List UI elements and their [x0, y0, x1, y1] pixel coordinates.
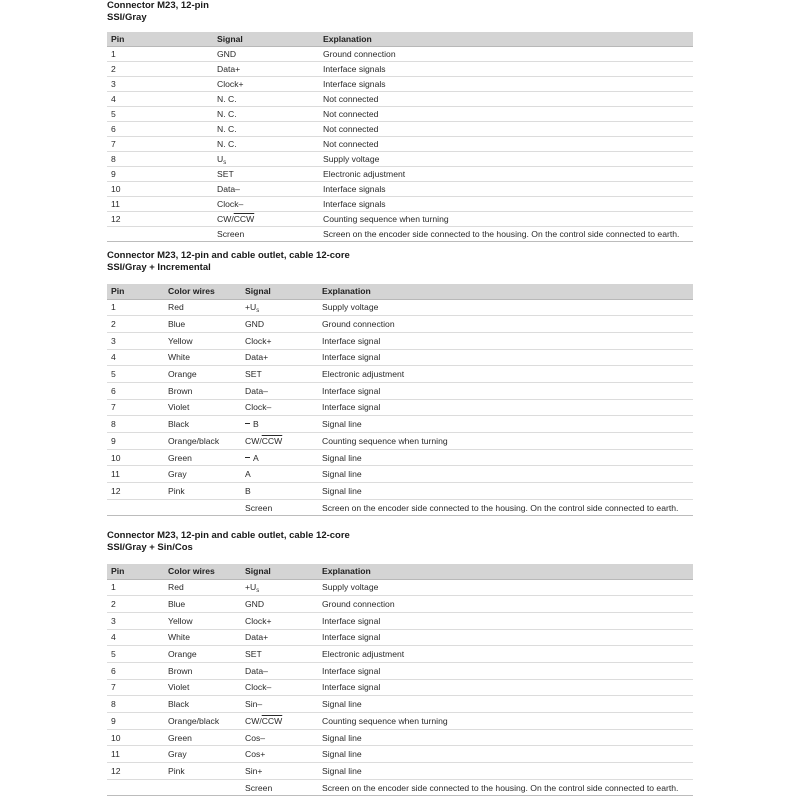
cell-signal: [241, 433, 318, 450]
cell-color: Blue: [164, 596, 241, 613]
signal-text: N. C.: [217, 93, 237, 104]
cell-pin: 8: [107, 151, 213, 166]
cell-pin: 5: [107, 646, 164, 663]
table-row: [107, 166, 693, 181]
cell-signal: [241, 696, 318, 713]
cell-signal: [213, 91, 319, 106]
cell-signal: [241, 466, 318, 483]
table-row: [107, 746, 693, 763]
signal-text: N. C.: [217, 108, 237, 119]
cell-signal: [213, 166, 319, 181]
signal-text: Data+: [245, 632, 269, 643]
cell-explanation: Not connected: [319, 121, 693, 136]
cell-signal: [241, 349, 318, 366]
cell-color: Violet: [164, 399, 241, 416]
cell-color: Orange/black: [164, 433, 241, 450]
cell-explanation: Interface signals: [319, 181, 693, 196]
signal-text: Data–: [217, 183, 240, 194]
pin-table: [107, 32, 693, 242]
signal-text: A: [253, 452, 259, 463]
signal-text: Sin–: [245, 699, 263, 710]
cell-signal: [241, 483, 318, 500]
section-ssi-gray: [107, 0, 693, 242]
cell-pin: 3: [107, 332, 164, 349]
cell-signal: [213, 196, 319, 211]
section-ssi-gray-sincos: [107, 530, 693, 796]
table-row: [107, 151, 693, 166]
cell-explanation: Signal line: [318, 763, 693, 780]
cell-pin: 1: [107, 579, 164, 596]
cell-signal: [213, 151, 319, 166]
cell-pin: 3: [107, 76, 213, 91]
cell-signal: [241, 763, 318, 780]
cell-color: [164, 499, 241, 516]
cell-signal: [241, 399, 318, 416]
cell-color: Orange: [164, 646, 241, 663]
cell-color: Yellow: [164, 332, 241, 349]
cell-explanation: Ground connection: [319, 46, 693, 61]
table-row: [107, 226, 693, 241]
cell-pin: 11: [107, 746, 164, 763]
cell-pin: 10: [107, 181, 213, 196]
cell-pin: 7: [107, 679, 164, 696]
signal-text: +U: [245, 302, 257, 313]
table-row: [107, 729, 693, 746]
cell-signal: [213, 226, 319, 241]
cell-explanation: Interface signal: [318, 662, 693, 679]
table-row: [107, 299, 693, 316]
cell-signal: [241, 713, 318, 730]
cell-pin: 8: [107, 416, 164, 433]
cell-pin: 1: [107, 299, 164, 316]
signal-subscript: s: [256, 308, 260, 315]
cell-signal: [241, 612, 318, 629]
cell-signal: [241, 499, 318, 516]
cell-color: Violet: [164, 679, 241, 696]
signal-text: GND: [245, 599, 265, 610]
cell-signal: [241, 746, 318, 763]
cell-color: Green: [164, 449, 241, 466]
section-subtitle: SSI/Gray: [107, 12, 147, 23]
cell-pin: 9: [107, 433, 164, 450]
cell-pin: 2: [107, 316, 164, 333]
cell-explanation: Electronic adjustment: [318, 366, 693, 383]
section-title: Connector M23, 12-pin: [107, 0, 209, 11]
cell-pin: 9: [107, 166, 213, 181]
cell-signal: [241, 629, 318, 646]
cell-pin: 11: [107, 466, 164, 483]
header-pin: Pin: [107, 32, 213, 46]
cell-color: Green: [164, 729, 241, 746]
cell-signal: [213, 211, 319, 226]
table-row: [107, 46, 693, 61]
cell-explanation: Signal line: [318, 449, 693, 466]
cell-pin: 9: [107, 713, 164, 730]
cell-pin: 6: [107, 121, 213, 136]
cell-pin: [107, 499, 164, 516]
signal-text: Data+: [245, 352, 269, 363]
table-row: [107, 61, 693, 76]
table-row: [107, 76, 693, 91]
cell-pin: 4: [107, 91, 213, 106]
signal-text: GND: [245, 319, 265, 330]
cell-explanation: Signal line: [318, 466, 693, 483]
table-row: [107, 596, 693, 613]
cell-color: Orange: [164, 366, 241, 383]
table-row: [107, 763, 693, 780]
signal-text: Data–: [245, 665, 268, 676]
cell-pin: 3: [107, 612, 164, 629]
cell-signal: [213, 61, 319, 76]
cell-signal: [241, 299, 318, 316]
cell-signal: [241, 382, 318, 399]
table-row: [107, 629, 693, 646]
signal-text: Data+: [217, 63, 241, 74]
cell-color: Gray: [164, 746, 241, 763]
cell-explanation: Supply voltage: [318, 579, 693, 596]
cell-signal: [213, 181, 319, 196]
cell-color: [164, 779, 241, 796]
header-signal: Signal: [241, 284, 318, 299]
cell-explanation: Interface signals: [319, 61, 693, 76]
signal-text: Screen: [245, 782, 273, 793]
cell-explanation: Interface signal: [318, 679, 693, 696]
signal-text: Clock+: [245, 335, 272, 346]
cell-pin: 7: [107, 399, 164, 416]
cell-explanation: Screen on the encoder side connected to the housing. On the control side connected to earth.: [318, 499, 693, 516]
cell-pin: 4: [107, 629, 164, 646]
signal-overline-text: $\overline{CCW}$: [233, 213, 255, 224]
cell-color: Blue: [164, 316, 241, 333]
header-pin: Pin: [107, 564, 164, 579]
cell-color: Black: [164, 696, 241, 713]
cell-explanation: Interface signal: [318, 399, 693, 416]
table-row: [107, 499, 693, 516]
cell-color: Black: [164, 416, 241, 433]
table-row: [107, 433, 693, 450]
cell-signal: [213, 76, 319, 91]
cell-color: White: [164, 629, 241, 646]
pin-table: [107, 564, 693, 796]
signal-text: Clock+: [217, 78, 244, 89]
signal-text: Screen: [217, 228, 245, 239]
cell-signal: [241, 366, 318, 383]
table-row: [107, 106, 693, 121]
signal-text: Cos–: [245, 732, 266, 743]
table-row: [107, 483, 693, 500]
cell-signal: [241, 596, 318, 613]
table-row: [107, 662, 693, 679]
signal-text: B: [245, 485, 251, 496]
cell-pin: [107, 226, 213, 241]
cell-explanation: Interface signal: [318, 382, 693, 399]
table-row: [107, 449, 693, 466]
section-subtitle: SSI/Gray + Incremental: [107, 262, 211, 273]
cell-pin: 4: [107, 349, 164, 366]
signal-text: Clock–: [245, 682, 272, 693]
signal-text: Screen: [245, 502, 273, 513]
signal-text: U: [217, 153, 224, 164]
cell-color: Pink: [164, 763, 241, 780]
cell-pin: 5: [107, 106, 213, 121]
signal-text: N. C.: [217, 138, 237, 149]
header-pin: Pin: [107, 284, 164, 299]
cell-pin: 10: [107, 449, 164, 466]
cell-signal: [241, 579, 318, 596]
cell-signal: [241, 729, 318, 746]
cell-explanation: Interface signals: [319, 196, 693, 211]
cell-color: Red: [164, 299, 241, 316]
signal-text: SET: [245, 369, 262, 380]
signal-text: B: [253, 419, 259, 430]
cell-explanation: Electronic adjustment: [318, 646, 693, 663]
cell-explanation: Supply voltage: [319, 151, 693, 166]
table-row: [107, 416, 693, 433]
table-row: [107, 713, 693, 730]
signal-text: Data–: [245, 385, 268, 396]
cell-explanation: Counting sequence when turning: [318, 433, 693, 450]
cell-signal: [241, 646, 318, 663]
table-row: [107, 136, 693, 151]
cell-explanation: Ground connection: [318, 596, 693, 613]
signal-text: SET: [245, 649, 262, 660]
cell-pin: 5: [107, 366, 164, 383]
table-row: [107, 399, 693, 416]
cell-explanation: Counting sequence when turning: [318, 713, 693, 730]
cell-signal: [241, 332, 318, 349]
cell-signal: [213, 106, 319, 121]
pin-table: [107, 284, 693, 516]
cell-explanation: Signal line: [318, 746, 693, 763]
table-row: [107, 196, 693, 211]
signal-text: A: [245, 469, 251, 480]
table-row: [107, 211, 693, 226]
signal-text: CW/: [217, 213, 234, 224]
table-row: [107, 779, 693, 796]
table-row: [107, 366, 693, 383]
section-subtitle: SSI/Gray + Sin/Cos: [107, 542, 193, 553]
cell-signal: [241, 662, 318, 679]
signal-text: Sin+: [245, 765, 263, 776]
cell-color: Gray: [164, 466, 241, 483]
header-explanation: Explanation: [318, 284, 693, 299]
signal-text: Clock+: [245, 615, 272, 626]
cell-pin: 10: [107, 729, 164, 746]
cell-signal: [213, 121, 319, 136]
cell-explanation: Screen on the encoder side connected to the housing. On the control side connected to earth.: [319, 226, 693, 241]
cell-pin: 12: [107, 763, 164, 780]
section-title: Connector M23, 12-pin and cable outlet, cable 12-core: [107, 250, 350, 261]
header-signal: Signal: [213, 32, 319, 46]
header-explanation: Explanation: [319, 32, 693, 46]
table-row: [107, 316, 693, 333]
signal-text: SET: [217, 168, 234, 179]
signal-text: GND: [217, 48, 237, 59]
cell-explanation: Signal line: [318, 483, 693, 500]
header-signal: Signal: [241, 564, 318, 579]
table-row: [107, 332, 693, 349]
signal-text: CW/: [245, 715, 262, 726]
table-row: [107, 646, 693, 663]
table-row: [107, 696, 693, 713]
header-color-wires: Color wires: [164, 564, 241, 579]
signal-text: Cos+: [245, 749, 266, 760]
table-row: [107, 181, 693, 196]
signal-subscript: s: [256, 588, 260, 595]
cell-color: Red: [164, 579, 241, 596]
cell-signal: [213, 136, 319, 151]
table-row: [107, 91, 693, 106]
cell-pin: 6: [107, 662, 164, 679]
cell-color: Brown: [164, 382, 241, 399]
cell-color: Brown: [164, 662, 241, 679]
table-row: [107, 121, 693, 136]
cell-explanation: Interface signal: [318, 332, 693, 349]
cell-explanation: Supply voltage: [318, 299, 693, 316]
cell-explanation: Interface signal: [318, 612, 693, 629]
cell-explanation: Signal line: [318, 696, 693, 713]
cell-pin: 8: [107, 696, 164, 713]
signal-text: N. C.: [217, 123, 237, 134]
cell-color: Orange/black: [164, 713, 241, 730]
cell-explanation: Interface signal: [318, 629, 693, 646]
cell-explanation: Screen on the encoder side connected to the housing. On the control side connected to earth.: [318, 779, 693, 796]
cell-signal: [241, 316, 318, 333]
cell-pin: 2: [107, 596, 164, 613]
cell-explanation: Electronic adjustment: [319, 166, 693, 181]
cell-pin: 11: [107, 196, 213, 211]
cell-pin: [107, 779, 164, 796]
signal-text: Clock–: [245, 402, 272, 413]
table-row: [107, 679, 693, 696]
cell-explanation: Counting sequence when turning: [319, 211, 693, 226]
cell-explanation: Not connected: [319, 136, 693, 151]
cell-signal: [241, 679, 318, 696]
signal-text: +U: [245, 582, 257, 593]
table-row: [107, 579, 693, 596]
cell-explanation: Signal line: [318, 729, 693, 746]
cell-signal: [241, 779, 318, 796]
table-row: [107, 349, 693, 366]
table-row: [107, 612, 693, 629]
cell-signal: [241, 416, 318, 433]
cell-pin: 1: [107, 46, 213, 61]
cell-color: Yellow: [164, 612, 241, 629]
table-row: [107, 382, 693, 399]
cell-explanation: Not connected: [319, 91, 693, 106]
cell-signal: [213, 46, 319, 61]
signal-overline-text: $\overline{CCW}$: [261, 435, 283, 446]
cell-signal: [241, 449, 318, 466]
table-row: [107, 466, 693, 483]
signal-subscript: s: [223, 159, 227, 166]
cell-color: White: [164, 349, 241, 366]
cell-pin: 12: [107, 211, 213, 226]
cell-pin: 6: [107, 382, 164, 399]
cell-pin: 2: [107, 61, 213, 76]
signal-text: Clock–: [217, 198, 244, 209]
cell-explanation: Signal line: [318, 416, 693, 433]
cell-explanation: Interface signal: [318, 349, 693, 366]
header-color-wires: Color wires: [164, 284, 241, 299]
cell-pin: 7: [107, 136, 213, 151]
signal-overline-text: $\overline{CCW}$: [261, 715, 283, 726]
section-title: Connector M23, 12-pin and cable outlet, cable 12-core: [107, 530, 350, 541]
cell-explanation: Ground connection: [318, 316, 693, 333]
signal-text: CW/: [245, 435, 262, 446]
header-explanation: Explanation: [318, 564, 693, 579]
section-ssi-gray-incremental: [107, 250, 693, 516]
cell-color: Pink: [164, 483, 241, 500]
cell-explanation: Not connected: [319, 106, 693, 121]
cell-pin: 12: [107, 483, 164, 500]
cell-explanation: Interface signals: [319, 76, 693, 91]
